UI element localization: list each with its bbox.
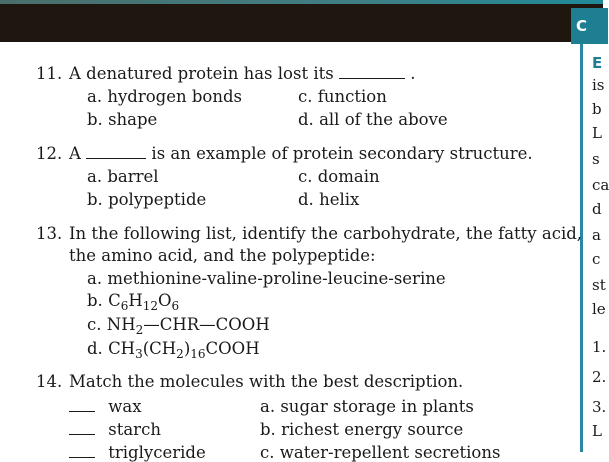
option[interactable]: b. shape bbox=[87, 110, 158, 129]
question-stem: the amino acid, and the polypeptide: bbox=[69, 246, 376, 265]
answer-blank[interactable] bbox=[339, 78, 405, 79]
side-line: c bbox=[592, 250, 601, 268]
match-description: c. water-repellent secretions bbox=[260, 443, 501, 462]
chem-formula: $C_6H_{12}O_6$ bbox=[108, 291, 180, 313]
side-line: L bbox=[592, 124, 602, 142]
side-line: a bbox=[592, 226, 601, 244]
side-line: L bbox=[592, 422, 602, 440]
match-item[interactable]: triglyceride bbox=[69, 445, 206, 462]
question-list bbox=[0, 42, 583, 462]
side-tab[interactable]: C bbox=[571, 8, 608, 44]
option[interactable]: a. hydrogen bonds bbox=[87, 87, 243, 106]
question-number: 12. bbox=[36, 144, 63, 163]
side-line: d bbox=[592, 200, 602, 218]
option[interactable]: d. $CH_3(CH_2)_{16}COOH$ bbox=[87, 339, 260, 361]
option[interactable]: b. polypeptide bbox=[87, 190, 207, 209]
option[interactable]: c. $NH_2—CHR—COOH$ bbox=[87, 315, 270, 337]
option[interactable]: a. barrel bbox=[87, 167, 159, 186]
side-line: 3. bbox=[592, 398, 607, 416]
side-line: 1. bbox=[592, 338, 607, 356]
chem-formula: $NH_2—CHR—COOH$ bbox=[106, 315, 270, 337]
question-stem: A is an example of protein secondary structure. bbox=[69, 144, 533, 163]
side-line: 2. bbox=[592, 368, 607, 386]
question-number: 14. bbox=[36, 372, 63, 391]
option[interactable]: c. function bbox=[298, 87, 387, 106]
side-line: st bbox=[592, 276, 606, 294]
option[interactable]: d. helix bbox=[298, 190, 360, 209]
option[interactable]: a. methionine-valine-proline-leucine-serine bbox=[87, 269, 446, 288]
question-number: 11. bbox=[36, 64, 63, 83]
answer-blank[interactable] bbox=[69, 457, 95, 458]
question-number: 13. bbox=[36, 224, 63, 243]
match-description: a. sugar storage in plants bbox=[260, 397, 474, 416]
match-item[interactable]: wax bbox=[69, 399, 142, 416]
answer-blank[interactable] bbox=[69, 411, 95, 412]
question-stem: A denatured protein has lost its . bbox=[69, 64, 416, 83]
side-line: b bbox=[592, 100, 602, 118]
option[interactable]: b. $C_6H_{12}O_6$ bbox=[87, 291, 180, 313]
chem-formula: $CH_3(CH_2)_{16}COOH$ bbox=[108, 339, 260, 361]
side-line: ca bbox=[592, 176, 609, 194]
answer-blank[interactable] bbox=[69, 434, 95, 435]
match-item[interactable]: starch bbox=[69, 422, 161, 439]
option[interactable]: d. all of the above bbox=[298, 110, 448, 129]
side-line: le bbox=[592, 300, 606, 318]
top-bar bbox=[0, 0, 603, 42]
side-line: s bbox=[592, 150, 600, 168]
match-description: b. richest energy source bbox=[260, 420, 464, 439]
option[interactable]: c. domain bbox=[298, 167, 380, 186]
side-heading: E bbox=[592, 54, 603, 72]
top-bar-accent bbox=[0, 0, 603, 4]
answer-blank[interactable] bbox=[86, 158, 146, 159]
question-stem: Match the molecules with the best description. bbox=[69, 372, 464, 391]
side-line: is bbox=[592, 76, 605, 94]
question-stem: In the following list, identify the carbohydrate, the fatty acid, bbox=[69, 224, 583, 243]
